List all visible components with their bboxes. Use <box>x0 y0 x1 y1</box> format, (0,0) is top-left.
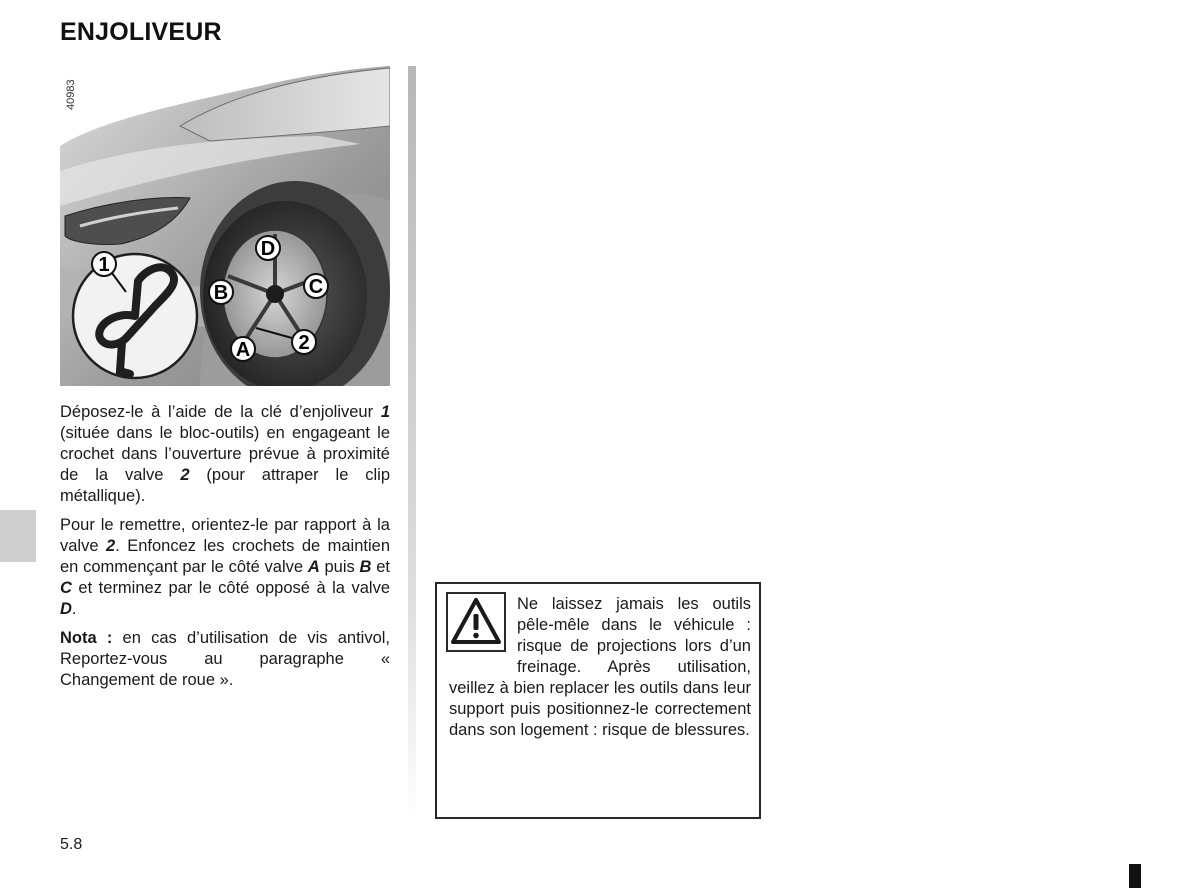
text-run: (pour attraper le clip métallique). <box>60 466 391 505</box>
text-run: . <box>71 600 77 618</box>
text-run: Déposez-le à l’aide de la clé d’enjoliveur <box>60 403 381 421</box>
warning-text-content: Ne laissez jamais les outils pêle-mêle dans le véhicule : risque de projections lors d’un freinage. Après utilisation, veillez à bien replacer les outils dans leur support puis positionnez-le correctement dans son logement : risque de blessures. <box>449 595 751 739</box>
text-run: puis <box>319 558 360 576</box>
page-title: ENJOLIVEUR <box>60 18 222 46</box>
text-run: Pour le remettre, orientez-le par rapport à la valve <box>60 516 390 555</box>
paragraph-refit <box>60 515 390 620</box>
reference-mark: 2 <box>105 537 116 555</box>
callout-a: A <box>235 339 251 361</box>
column-divider <box>408 66 416 822</box>
reference-mark: D <box>60 600 72 618</box>
reference-mark: B <box>359 558 372 576</box>
callout-c: C <box>308 276 324 298</box>
text-run: en cas d’utilisation de vis antivol, Reportez-vous au paragraphe « Changement de roue ». <box>60 629 390 689</box>
callout-d: D <box>260 238 276 260</box>
note-label: Nota : <box>60 629 113 647</box>
hubcap-illustration <box>60 66 390 386</box>
page-number: 5.8 <box>60 836 83 853</box>
text-run: (située dans le bloc-outils) en engageant le crochet dans l’ouverture prévue à proximité de la valve <box>60 424 390 484</box>
text-run: et <box>371 558 390 576</box>
callout-1: 1 <box>98 254 110 276</box>
chapter-tab <box>0 510 36 562</box>
body-text <box>60 402 390 699</box>
warning-text <box>449 594 751 741</box>
corner-mark <box>1129 864 1141 888</box>
reference-mark: C <box>60 579 72 597</box>
figure-reference: 40983 <box>65 79 77 110</box>
reference-mark: 1 <box>380 403 390 421</box>
warning-box <box>435 582 761 819</box>
paragraph-removal <box>60 402 390 507</box>
text-run: . Enfoncez les crochets de maintien en commençant par le côté valve <box>60 537 390 576</box>
paragraph-note <box>60 628 390 691</box>
reference-mark: A <box>307 558 320 576</box>
callout-b: B <box>213 282 229 304</box>
text-run: et terminez par le côté opposé à la valve <box>71 579 390 597</box>
callout-2: 2 <box>298 332 310 354</box>
reference-mark: 2 <box>180 466 190 484</box>
